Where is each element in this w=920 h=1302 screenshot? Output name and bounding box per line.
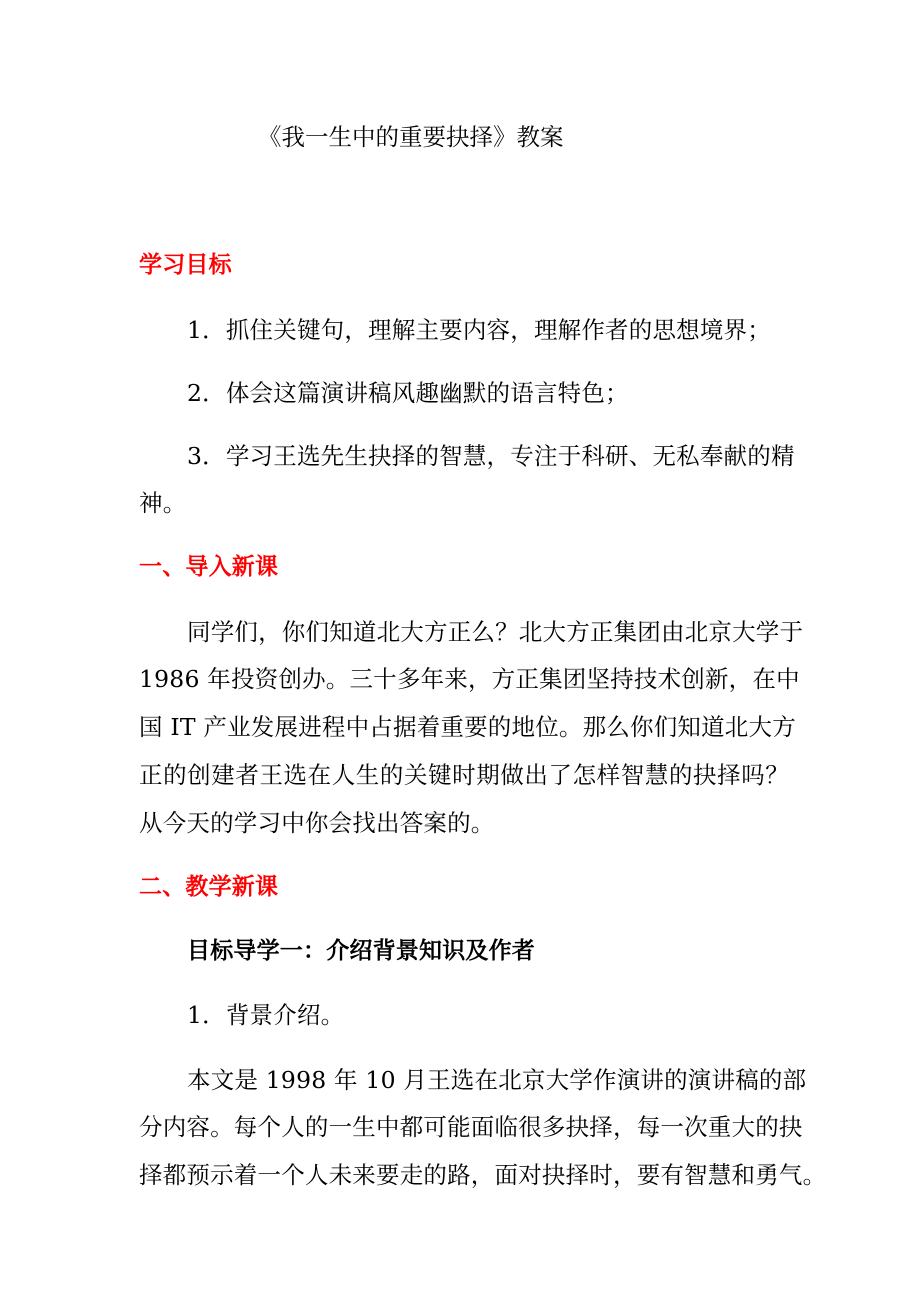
objectives-heading: 学习目标 bbox=[139, 252, 232, 278]
section1-heading: 一、导入新课 bbox=[139, 554, 279, 580]
objective-item-2: 2．体会这篇演讲稿风趣幽默的语言特色； bbox=[187, 379, 629, 407]
section1-paragraph-line: 从今天的学习中你会找出答案的。 bbox=[139, 809, 495, 837]
document-title: 《我一生中的重要抉择》教案 bbox=[258, 123, 564, 151]
section2-heading: 二、教学新课 bbox=[139, 874, 279, 900]
section1-paragraph-line: 正的创建者王选在人生的关键时期做出了怎样智慧的抉择吗？ bbox=[139, 761, 789, 789]
section2-paragraph-line: 分内容。每个人的一生中都可能面临很多抉择，每一次重大的抉 bbox=[139, 1113, 803, 1141]
objective-item-3-line-2: 神。 bbox=[139, 489, 187, 517]
objective-item-1: 1．抓住关键句，理解主要内容，理解作者的思想境界； bbox=[187, 316, 771, 344]
section2-subheading: 目标导学一：介绍背景知识及作者 bbox=[187, 938, 535, 964]
section2-paragraph-line: 择都预示着一个人未来要走的路，面对抉择时，要有智慧和勇气。 bbox=[139, 1161, 827, 1189]
section1-paragraph-line: 1986 年投资创办。三十多年来，方正集团坚持技术创新，在中 bbox=[139, 665, 800, 693]
section2-item-1: 1．背景介绍。 bbox=[187, 1001, 345, 1029]
section2-paragraph-line: 本文是 1998 年 10 月王选在北京大学作演讲的演讲稿的部 bbox=[187, 1066, 807, 1094]
section1-paragraph-line: 同学们，你们知道北大方正么？北大方正集团由北京大学于 bbox=[187, 618, 804, 646]
objective-item-3-line-1: 3．学习王选先生抉择的智慧，专注于科研、无私奉献的精 bbox=[187, 442, 795, 470]
section1-paragraph-line: 国 IT 产业发展进程中占据着重要的地位。那么你们知道北大方 bbox=[139, 713, 796, 741]
